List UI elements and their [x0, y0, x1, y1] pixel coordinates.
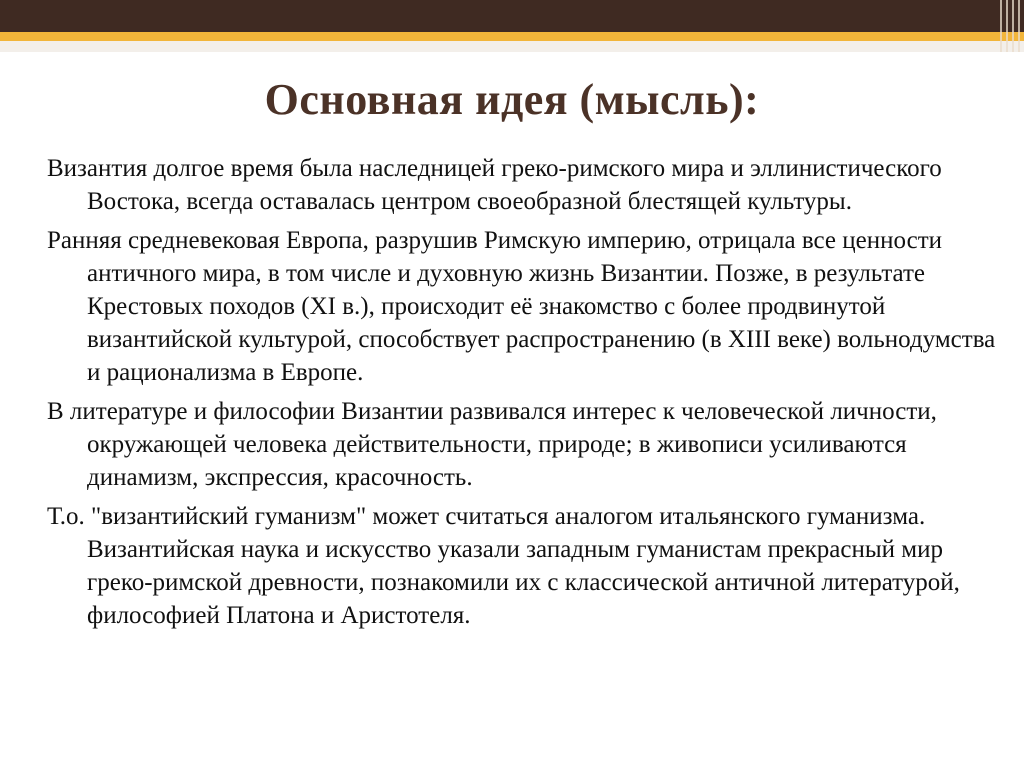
paragraph-byzantium-heritage: Византия долгое время была наследницей греко-римского мира и эллинистического Востока, всегда оставалась центром своеобразной блестящей культуры.	[47, 155, 942, 215]
header-light-band	[0, 41, 1024, 52]
paragraph-byzantine-humanism: Т.о. "византийский гуманизм" может считаться аналогом итальянского гуманизма. Византийская наука и искусство указали западным гуманистам прекрасный мир греко-римской древности, познакомили их с классической античной литературой, философией Платона и Аристотеля.	[47, 503, 960, 629]
corner-line	[1006, 0, 1008, 52]
corner-line	[1000, 0, 1002, 52]
corner-line	[1018, 0, 1020, 52]
slide-title: Основная идея (мысль):	[264, 75, 760, 124]
header-band	[0, 0, 1024, 32]
accent-stripe	[0, 32, 1024, 41]
paragraph-literature-philosophy: В литературе и философии Византии развивался интерес к человеческой личности, окружающей человека действительности, природе; в живописи усиливаются динамизм, экспрессия, красочность.	[47, 398, 937, 491]
corner-line	[1012, 0, 1014, 52]
paragraph-medieval-europe: Ранняя средневековая Европа, разрушив Римскую империю, отрицала все ценности античного мира, в том числе и духовную жизнь Византии. Позже, в результате Крестовых походов (XI в.), происходит её знакомство с более продвинутой византийской культурой, способствует распространению (в XIII веке) вольнодумства и рационализма в Европе.	[47, 227, 996, 386]
corner-decoration	[998, 0, 1024, 52]
slide-body	[47, 152, 997, 638]
